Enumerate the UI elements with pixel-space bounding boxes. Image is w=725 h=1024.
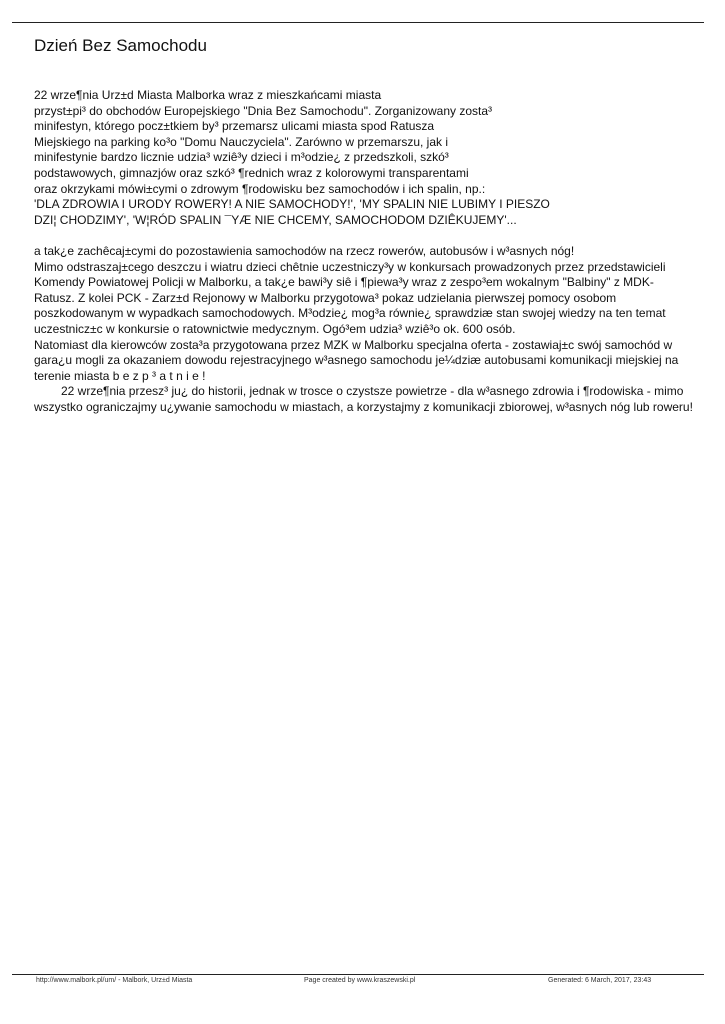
footer-generated-date: Generated: 6 March, 2017, 23:43 — [548, 977, 652, 984]
body-paragraph: 22 wrze¶nia przesz³ ju¿ do historii, jednak w trosce o czystsze powietrze - dla w³asnego zdrowia i ¶rodowiska - mimo wszystko ograniczajmy u¿ywanie samochodu w miastach, a korzystajmy z komunikacji zbiorowej, w³asnych nóg lub roweru! — [34, 384, 693, 414]
lead-line: Miejskiego na parking ko³o "Domu Nauczyciela". Zarówno w przemarszu, jak i — [34, 134, 449, 149]
lead-line: 22 wrze¶nia Urz±d Miasta Malborka wraz z mieszkańcami miasta — [34, 88, 382, 102]
header-divider — [12, 22, 704, 23]
lead-line: minifestynie bardzo licznie udzia³ wziê³y dzieci i m³odzie¿ z przedszkoli, szkó³ — [34, 150, 449, 165]
lead-line: minifestyn, którego pocz±tkiem by³ przemarsz ulicami miasta spod Ratusza — [34, 119, 435, 134]
footer-divider — [12, 974, 704, 975]
lead-line: DZI¦ CHODZIMY', 'W¦RÓD SPALIN ¯YÆ NIE CHCEMY, SAMOCHODOM DZIÊKUJEMY'... — [34, 212, 517, 227]
body-paragraph: a tak¿e zachêcaj±cymi do pozostawienia samochodów na rzecz rowerów, autobusów i w³asnych nóg! — [34, 244, 575, 258]
lead-line: oraz okrzykami mówi±cymi o zdrowym ¶rodowisku bez samochodów i ich spalin, np.: — [34, 181, 486, 196]
lead-line: przyst±pi³ do obchodów Europejskiego "Dnia Bez Samochodu". Zorganizowany zosta³ — [34, 103, 493, 118]
page-title: Dzień Bez Samochodu — [34, 36, 207, 55]
lead-line: 'DLA ZDROWIA I URODY ROWERY! A NIE SAMOCHODY!', 'MY SPALIN NIE LUBIMY I PIESZO — [34, 197, 550, 212]
body-paragraph: Natomiast dla kierowców zosta³a przygotowana przez MZK w Malborku specjalna oferta - zostawiaj±c swój samochód w gara¿u mogli za okazaniem dowodu rejestracyjnego w³asnego samochodu je¼dziæ autobusami komunikacji miejskiej na terenie miasta b e z p ³ a t n i e ! — [34, 337, 679, 383]
footer-source-url: http://www.malbork.pl/um/ - Malbork, Urz±d Miasta — [36, 977, 193, 984]
footer-credit: Page created by www.kraszewski.pl — [304, 977, 416, 984]
lead-block — [34, 88, 594, 228]
lead-line: podstawowych, gimnazjów oraz szkó³ ¶rednich wraz z kolorowymi transparentami — [34, 165, 469, 180]
article-body — [34, 244, 694, 416]
body-paragraph: Mimo odstraszaj±cego deszczu i wiatru dzieci chêtnie uczestniczy³y w konkursach prowadzonych przez przedstawicieli Komendy Powiatowej Policji w Malborku, a tak¿e bawi³y siê i ¶piewa³y wraz z zespo³em wokalnym "Balbiny" z MDK-Ratusz. Z kolei PCK - Zarz±d Rejonowy w Malborku przygotowa³ pokaz udzielania pierwszej pomocy osobom poszkodowanym w wypadkach samochodowych. M³odzie¿ mog³a równie¿ sprawdziæ stan swojej wiedzy na ten temat uczestnicz±c w konkursie o ratownictwie medycznym. Ogó³em udzia³ wziê³o ok. 600 osób. — [34, 259, 666, 336]
